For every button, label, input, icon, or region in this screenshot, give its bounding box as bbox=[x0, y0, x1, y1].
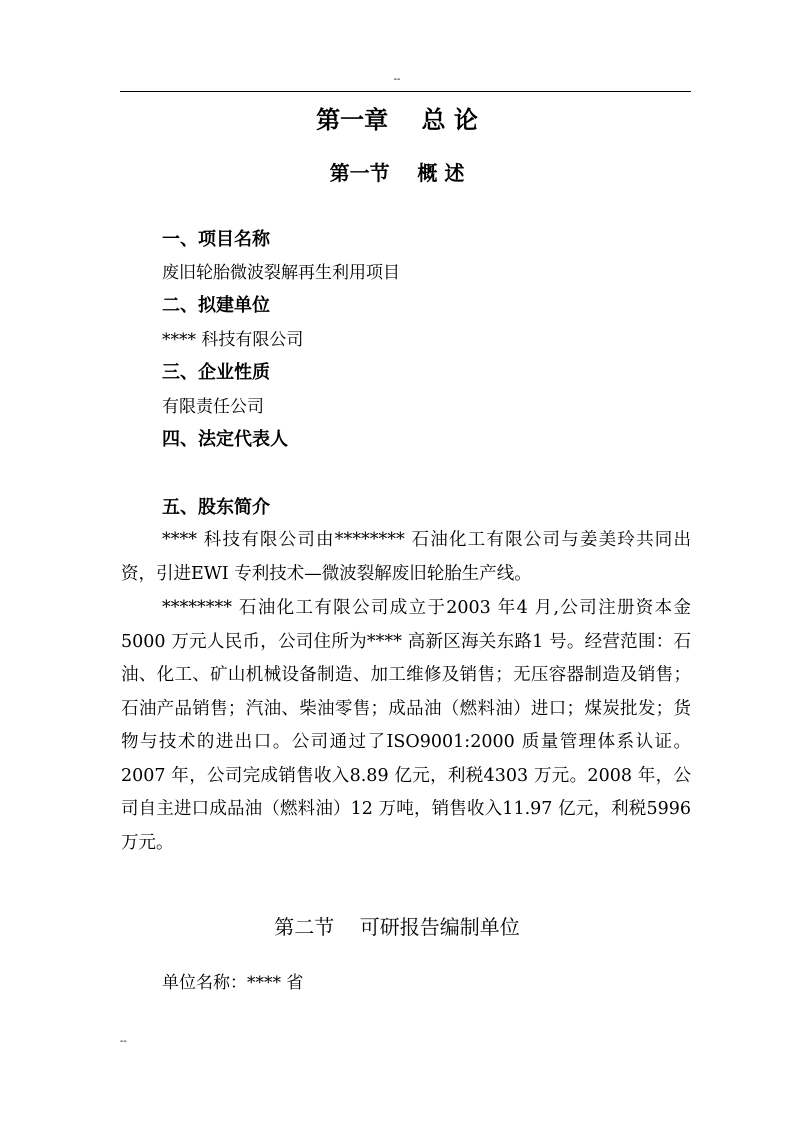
section-title-report-unit: 第二节 可研报告编制单位 bbox=[274, 915, 520, 939]
header-mark: -- bbox=[393, 74, 401, 85]
paragraph-company-profile: ******** 石油化工有限公司成立于2003 年4 月,公司注册资本金5000 万元人民币，公司住所为**** 高新区海关东路1 号。经营范围：石油、化工、矿山机械设备制造、加工维修及销售；无压容器制造及销售；石油产品销售；汽油、柴油零售；成品油（燃料油）进口；煤炭批发；货物与技术的进出口。公司通过了ISO9001:2000 质量管理体系认证。2007 年，公司完成销售收入8.89 亿元，利税4303 万元。2008 年，公司自主进口成品油（燃料油）12 万吨，销售收入11.97 亿元，利税5996 万元。 bbox=[121, 598, 691, 853]
value-proposed-unit: **** 科技有限公司 bbox=[162, 330, 304, 350]
heading-project-name: 一、项目名称 bbox=[162, 229, 270, 250]
value-project-name: 废旧轮胎微波裂解再生利用项目 bbox=[162, 263, 400, 283]
section-title-overview: 第一节 概 述 bbox=[329, 161, 465, 185]
chapter-title: 第一章 总 论 bbox=[316, 106, 478, 134]
unit-name-line: 单位名称：**** 省 bbox=[162, 973, 304, 993]
value-enterprise-nature: 有限责任公司 bbox=[162, 397, 264, 417]
header-rule bbox=[120, 91, 691, 92]
heading-shareholders: 五、股东简介 bbox=[162, 497, 270, 518]
heading-proposed-unit: 二、拟建单位 bbox=[162, 295, 270, 316]
paragraph-shareholders-intro: **** 科技有限公司由******** 石油化工有限公司与姜美玲共同出资，引进EWI 专利技术—微波裂解废旧轮胎生产线。 bbox=[121, 530, 691, 584]
heading-enterprise-nature: 三、企业性质 bbox=[162, 362, 270, 383]
heading-legal-representative: 四、法定代表人 bbox=[162, 429, 288, 450]
footer-mark: -- bbox=[120, 1036, 127, 1047]
